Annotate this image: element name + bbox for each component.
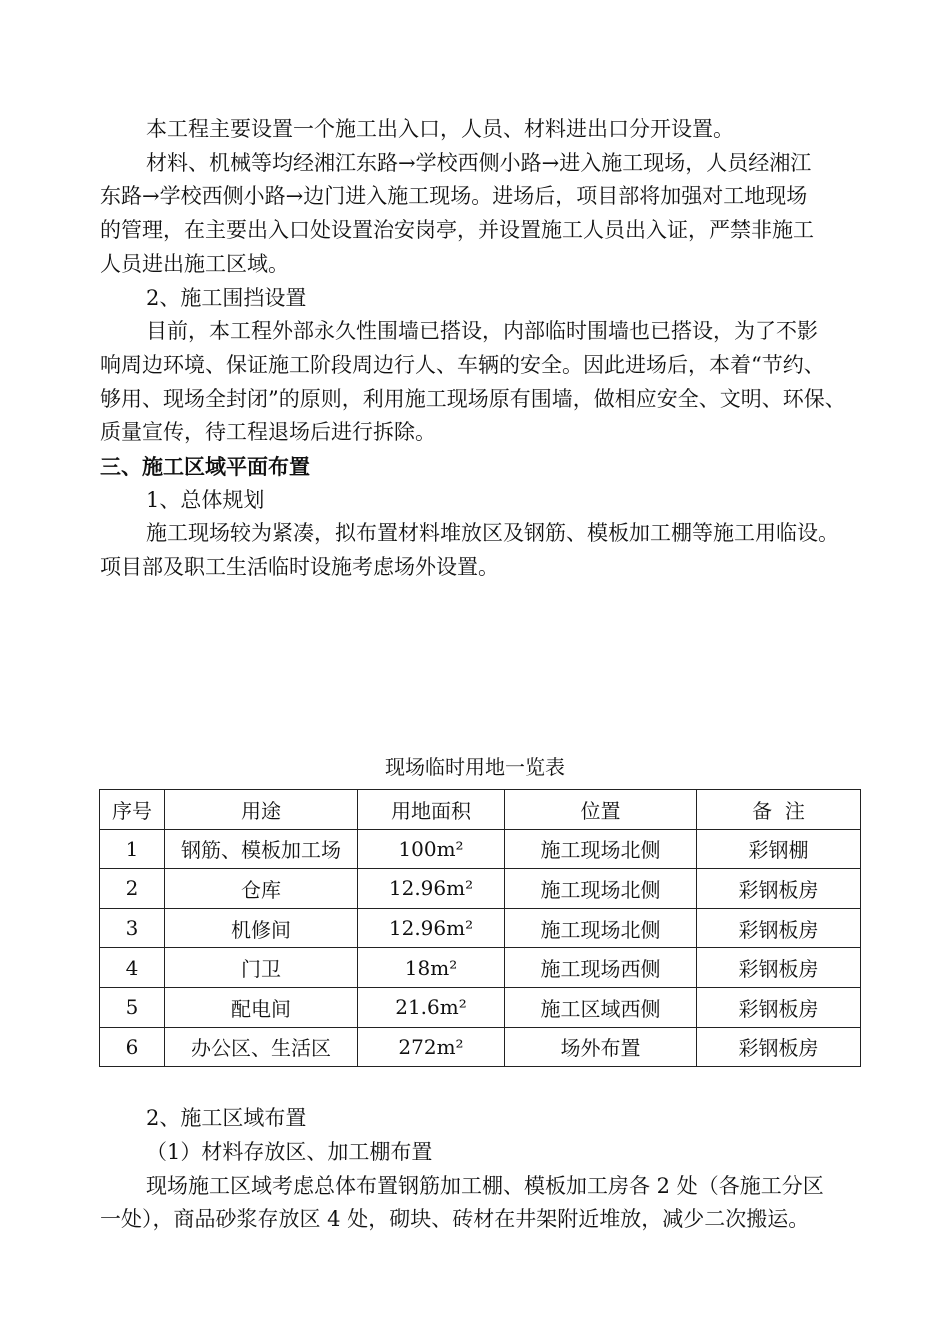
header-index: 序号 — [100, 790, 165, 830]
table-row — [100, 987, 861, 1027]
cell-area: 272m² — [358, 1027, 505, 1067]
table-row — [100, 829, 861, 869]
table-row — [100, 908, 861, 948]
heading-overall-plan: 1、总体规划 — [146, 488, 265, 512]
header-location: 位置 — [505, 790, 697, 830]
cell-purpose: 门卫 — [165, 948, 358, 988]
paragraph-entrance: 本工程主要设置一个施工出入口，人员、材料进出口分开设置。 — [146, 117, 734, 141]
paragraph-route-line-4: 人员进出施工区域。 — [100, 252, 289, 276]
cell-area: 21.6m² — [358, 987, 505, 1027]
cell-location: 施工区域西侧 — [505, 987, 697, 1027]
header-purpose: 用途 — [165, 790, 358, 830]
cell-location: 施工现场西侧 — [505, 948, 697, 988]
paragraph-layout-line-1: 现场施工区域考虑总体布置钢筋加工棚、模板加工房各 2 处（各施工分区 — [146, 1174, 824, 1198]
table-row — [100, 1027, 861, 1067]
header-remark: 备 注 — [697, 790, 861, 830]
table-header-row — [100, 790, 861, 830]
paragraph-hoarding-line-2: 响周边环境、保证施工阶段周边行人、车辆的安全。因此进场后，本着“节约、 — [100, 353, 825, 377]
heading-material-storage: （1）材料存放区、加工棚布置 — [146, 1140, 433, 1164]
cell-index: 1 — [100, 829, 165, 869]
cell-purpose: 机修间 — [165, 908, 358, 948]
paragraph-plan-line-2: 项目部及职工生活临时设施考虑场外设置。 — [100, 555, 499, 579]
cell-remark: 彩钢板房 — [697, 908, 861, 948]
paragraph-route-line-1: 材料、机械等均经湘江东路→学校西侧小路→进入施工现场，人员经湘江 — [146, 151, 812, 175]
cell-area: 18m² — [358, 948, 505, 988]
cell-purpose: 办公区、生活区 — [165, 1027, 358, 1067]
cell-remark: 彩钢棚 — [697, 829, 861, 869]
cell-location: 施工现场北侧 — [505, 908, 697, 948]
paragraph-hoarding-line-4: 质量宣传，待工程退场后进行拆除。 — [100, 420, 436, 444]
cell-index: 2 — [100, 869, 165, 909]
cell-index: 4 — [100, 948, 165, 988]
heading-hoarding: 2、施工围挡设置 — [146, 286, 307, 310]
cell-purpose: 钢筋、模板加工场 — [165, 829, 358, 869]
paragraph-layout-line-2: 一处），商品砂浆存放区 4 处，砌块、砖材在井架附近堆放，减少二次搬运。 — [100, 1207, 810, 1231]
cell-remark: 彩钢板房 — [697, 987, 861, 1027]
cell-purpose: 仓库 — [165, 869, 358, 909]
cell-location: 施工现场北侧 — [505, 829, 697, 869]
paragraph-route-line-3: 的管理，在主要出入口处设置治安岗亭，并设置施工人员出入证，严禁非施工 — [100, 218, 814, 242]
cell-purpose: 配电间 — [165, 987, 358, 1027]
paragraph-route-line-2: 东路→学校西侧小路→边门进入施工现场。进场后，项目部将加强对工地现场 — [100, 184, 808, 208]
cell-index: 6 — [100, 1027, 165, 1067]
cell-area: 12.96m² — [358, 869, 505, 909]
paragraph-hoarding-line-1: 目前，本工程外部永久性围墙已搭设，内部临时围墙也已搭设，为了不影 — [146, 319, 818, 343]
paragraph-plan-line-1: 施工现场较为紧凑，拟布置材料堆放区及钢筋、模板加工棚等施工用临设。 — [146, 521, 839, 545]
cell-index: 5 — [100, 987, 165, 1027]
cell-location: 施工现场北侧 — [505, 869, 697, 909]
cell-remark: 彩钢板房 — [697, 948, 861, 988]
cell-remark: 彩钢板房 — [697, 1027, 861, 1067]
cell-area: 12.96m² — [358, 908, 505, 948]
cell-location: 场外布置 — [505, 1027, 697, 1067]
heading-area-layout: 2、施工区域布置 — [146, 1106, 307, 1130]
table-caption: 现场临时用地一览表 — [385, 755, 565, 779]
cell-index: 3 — [100, 908, 165, 948]
cell-area: 100m² — [358, 829, 505, 869]
header-area: 用地面积 — [358, 790, 505, 830]
table-row — [100, 948, 861, 988]
cell-remark: 彩钢板房 — [697, 869, 861, 909]
paragraph-hoarding-line-3: 够用、现场全封闭”的原则，利用施工现场原有围墙，做相应安全、文明、环保、 — [100, 387, 846, 411]
temporary-land-table — [99, 789, 861, 1067]
heading-section-3: 三、施工区域平面布置 — [100, 454, 310, 479]
table-row — [100, 869, 861, 909]
